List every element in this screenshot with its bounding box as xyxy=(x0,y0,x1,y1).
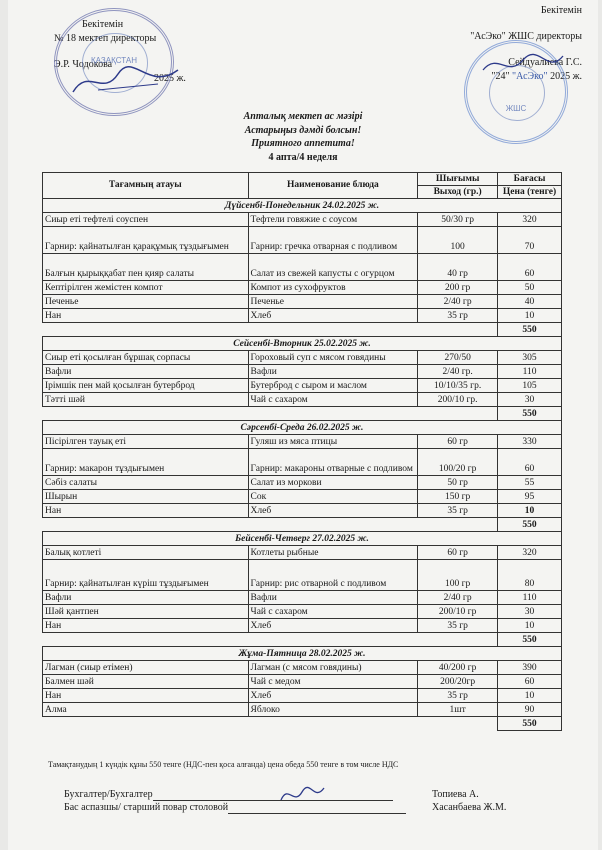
dish-name-kz: Сиыр еті қосылған бұршақ сорпасы xyxy=(43,351,249,365)
price-footnote: Тамақтанудың 1 күндік құны 550 тенге (НДС-пен қоса алғанда) цена обеда 550 тенге в том числе НДС xyxy=(48,760,399,769)
table-row xyxy=(43,476,562,490)
dish-name-kz: Нан xyxy=(43,689,249,703)
dish-price: 320 xyxy=(498,213,562,227)
dish-name-kz: Сәбіз салаты xyxy=(43,476,249,490)
col-header-yield: Шығымы xyxy=(418,173,498,186)
dish-name-ru: Гарнир: рис отварной с подливом xyxy=(248,560,418,591)
dish-yield: 10/10/35 гр. xyxy=(418,379,498,393)
table-row xyxy=(43,504,562,518)
day-total: 550 xyxy=(498,633,562,647)
footer-names xyxy=(432,788,506,814)
dish-name-ru: Хлеб xyxy=(248,309,418,323)
table-row xyxy=(43,213,562,227)
dish-yield: 2/40 гр xyxy=(418,295,498,309)
document-page xyxy=(8,0,598,850)
dish-name-kz: Сиыр еті тефтелі соуспен xyxy=(43,213,249,227)
day-title: Сәрсенбі-Среда 26.02.2025 ж. xyxy=(43,421,562,435)
day-title: Жұма-Пятница 28.02.2025 ж. xyxy=(43,647,562,661)
dish-name-ru: Чай с медом xyxy=(248,675,418,689)
dish-price: 110 xyxy=(498,365,562,379)
dish-yield: 100/20 гр xyxy=(418,449,498,476)
dish-price: 40 xyxy=(498,295,562,309)
dish-name-ru: Гороховый суп с мясом говядины xyxy=(248,351,418,365)
dish-yield: 35 гр xyxy=(418,689,498,703)
dish-price: 70 xyxy=(498,227,562,254)
dish-yield: 200 гр xyxy=(418,281,498,295)
col-header-ru: Наименование блюда xyxy=(248,173,418,199)
dish-yield: 50 гр xyxy=(418,476,498,490)
day-total-row xyxy=(43,633,562,647)
approval-right-position: "АсЭко" ЖШС директоры xyxy=(470,31,582,42)
dish-yield: 35 гр xyxy=(418,309,498,323)
dish-name-kz: Балмен шәй xyxy=(43,675,249,689)
table-row xyxy=(43,351,562,365)
approval-left-position: № 18 мектеп директоры xyxy=(54,33,157,44)
accountant-name: Топиева А. xyxy=(432,789,479,800)
total-spacer xyxy=(43,633,498,647)
table-row xyxy=(43,605,562,619)
dish-name-ru: Хлеб xyxy=(248,689,418,703)
day-header-row xyxy=(43,337,562,351)
table-row xyxy=(43,435,562,449)
dish-name-kz: Ірімшік пен май қосылған бутерброд xyxy=(43,379,249,393)
dish-yield: 100 xyxy=(418,227,498,254)
dish-name-kz: Тәтті шәй xyxy=(43,393,249,407)
table-row xyxy=(43,295,562,309)
day-total-row xyxy=(43,717,562,731)
col-header-price: Бағасы xyxy=(498,173,562,186)
approval-right-name: Сейдуалиева Г.С. xyxy=(508,57,582,68)
dish-yield: 100 гр xyxy=(418,560,498,591)
day-total-row xyxy=(43,323,562,337)
dish-yield: 2/40 гр xyxy=(418,591,498,605)
day-header-row xyxy=(43,199,562,213)
dish-price: 60 xyxy=(498,675,562,689)
dish-name-ru: Котлеты рыбные xyxy=(248,546,418,560)
table-row xyxy=(43,393,562,407)
col-subheader-price: Цена (тенге) xyxy=(498,186,562,199)
dish-yield: 1шт xyxy=(418,703,498,717)
total-spacer xyxy=(43,518,498,532)
dish-price: 305 xyxy=(498,351,562,365)
dish-yield: 35 гр xyxy=(418,619,498,633)
dish-price: 50 xyxy=(498,281,562,295)
table-row xyxy=(43,619,562,633)
dish-name-ru: Компот из сухофруктов xyxy=(248,281,418,295)
dish-name-kz: Лагман (сиыр етімен) xyxy=(43,661,249,675)
chef-name: Хасанбаева Ж.М. xyxy=(432,802,507,813)
menu-title xyxy=(8,110,598,164)
dish-name-kz: Вафли xyxy=(43,591,249,605)
table-row xyxy=(43,490,562,504)
day-title: Сейсенбі-Вторник 25.02.2025 ж. xyxy=(43,337,562,351)
dish-yield: 50/30 гр xyxy=(418,213,498,227)
day-total: 550 xyxy=(498,407,562,421)
approval-right-stamp-word: "АсЭко" xyxy=(512,71,548,82)
dish-name-kz: Пісірілген тауық еті xyxy=(43,435,249,449)
dish-name-ru: Сок xyxy=(248,490,418,504)
dish-name-ru: Хлеб xyxy=(248,619,418,633)
table-row xyxy=(43,703,562,717)
day-total: 550 xyxy=(498,323,562,337)
table-row xyxy=(43,689,562,703)
table-row xyxy=(43,309,562,323)
chef-label: Бас аспазшы/ старший повар столовой xyxy=(64,802,229,813)
dish-name-ru: Печенье xyxy=(248,295,418,309)
left-signature xyxy=(68,62,188,102)
dish-name-kz: Печенье xyxy=(43,295,249,309)
table-row xyxy=(43,449,562,476)
table-header-row xyxy=(43,173,562,186)
col-subheader-yield: Выход (гр.) xyxy=(418,186,498,199)
right-signature xyxy=(478,50,568,80)
company-stamp-text: ЖШС xyxy=(505,103,527,113)
footer-signatures xyxy=(64,788,406,814)
dish-price: 110 xyxy=(498,591,562,605)
dish-yield: 40/200 гр xyxy=(418,661,498,675)
day-total: 550 xyxy=(498,717,562,731)
approval-left-date: 2025 ж. xyxy=(154,73,186,84)
total-spacer xyxy=(43,407,498,421)
table-row xyxy=(43,560,562,591)
dish-name-kz: Вафли xyxy=(43,365,249,379)
dish-name-kz: Алма xyxy=(43,703,249,717)
title-line-2: Астарыңыз дәмді болсын! xyxy=(244,124,362,136)
dish-price: 10 xyxy=(498,309,562,323)
day-title: Дүйсенбі-Понедельник 24.02.2025 ж. xyxy=(43,199,562,213)
dish-price: 60 xyxy=(498,449,562,476)
dish-price: 60 xyxy=(498,254,562,281)
table-row xyxy=(43,546,562,560)
dish-yield: 2/40 гр. xyxy=(418,365,498,379)
dish-price: 30 xyxy=(498,605,562,619)
day-header-row xyxy=(43,421,562,435)
dish-price: 105 xyxy=(498,379,562,393)
dish-name-kz: Нан xyxy=(43,309,249,323)
dish-yield: 270/50 xyxy=(418,351,498,365)
total-spacer xyxy=(43,323,498,337)
accountant-label: Бухгалтер/Бухгалтер xyxy=(64,789,153,800)
dish-price: 30 xyxy=(498,393,562,407)
table-row xyxy=(43,675,562,689)
dish-price: 320 xyxy=(498,546,562,560)
dish-name-kz: Балғын қырыққабат пен қияр салаты xyxy=(43,254,249,281)
dish-yield: 200/10 гр. xyxy=(418,393,498,407)
dish-price: 330 xyxy=(498,435,562,449)
title-line-1: Апталық мектеп ас мәзірі xyxy=(243,111,363,122)
dish-name-ru: Вафли xyxy=(248,591,418,605)
day-total-row xyxy=(43,518,562,532)
dish-name-ru: Бутерброд с сыром и маслом xyxy=(248,379,418,393)
table-row xyxy=(43,254,562,281)
dish-price: 390 xyxy=(498,661,562,675)
dish-price: 90 xyxy=(498,703,562,717)
dish-name-ru: Гуляш из мяса птицы xyxy=(248,435,418,449)
dish-yield: 200/10 гр xyxy=(418,605,498,619)
approval-left-name: Э.Р. Чодокова xyxy=(54,59,113,70)
dish-name-kz: Шырын xyxy=(43,490,249,504)
chef-signature xyxy=(278,782,328,808)
dish-name-ru: Яблоко xyxy=(248,703,418,717)
approval-right-date: 2025 ж. xyxy=(550,71,582,82)
approval-right-day: "24" xyxy=(491,71,510,82)
approval-right-title: Бекітемін xyxy=(540,5,582,16)
dish-name-kz: Кептірілген жемістен компот xyxy=(43,281,249,295)
approval-left-title: Бекітемін xyxy=(82,19,124,30)
dish-name-ru: Вафли xyxy=(248,365,418,379)
dish-name-ru: Чай с сахаром xyxy=(248,605,418,619)
dish-price: 55 xyxy=(498,476,562,490)
dish-yield: 60 гр xyxy=(418,546,498,560)
day-header-row xyxy=(43,647,562,661)
day-header-row xyxy=(43,532,562,546)
dish-yield: 150 гр xyxy=(418,490,498,504)
dish-price: 10 xyxy=(498,619,562,633)
dish-name-kz: Гарнир: қайнатылған қарақұмық тұздығымен xyxy=(43,227,249,254)
dish-name-kz: Шәй қантпен xyxy=(43,605,249,619)
table-row xyxy=(43,227,562,254)
day-title: Бейсенбі-Четверг 27.02.2025 ж. xyxy=(43,532,562,546)
dish-yield: 60 гр xyxy=(418,435,498,449)
day-total-row xyxy=(43,407,562,421)
school-stamp-text: ҚАЗАҚСТАН xyxy=(91,55,137,65)
dish-name-ru: Тефтели говяжие с соусом xyxy=(248,213,418,227)
dish-name-kz: Гарнир: қайнатылған күріш тұздығымен xyxy=(43,560,249,591)
dish-name-kz: Гарнир: макарон тұздығымен xyxy=(43,449,249,476)
dish-yield: 35 гр xyxy=(418,504,498,518)
table-row xyxy=(43,379,562,393)
dish-name-ru: Лагман (с мясом говядины) xyxy=(248,661,418,675)
dish-name-kz: Балық котлеті xyxy=(43,546,249,560)
dish-yield: 40 гр xyxy=(418,254,498,281)
table-row xyxy=(43,591,562,605)
dish-name-ru: Хлеб xyxy=(248,504,418,518)
day-total: 550 xyxy=(498,518,562,532)
dish-name-ru: Чай с сахаром xyxy=(248,393,418,407)
dish-yield: 200/20гр xyxy=(418,675,498,689)
dish-price: 80 xyxy=(498,560,562,591)
table-row xyxy=(43,365,562,379)
dish-name-kz: Нан xyxy=(43,619,249,633)
col-header-kz: Тағамның атауы xyxy=(43,173,249,199)
dish-name-ru: Гарнир: макароны отварные с подливом xyxy=(248,449,418,476)
table-row xyxy=(43,661,562,675)
menu-table xyxy=(42,172,562,731)
dish-name-kz: Нан xyxy=(43,504,249,518)
title-line-3: Приятного аппетита! xyxy=(251,138,355,149)
dish-name-ru: Салат из свежей капусты с огурцом xyxy=(248,254,418,281)
dish-price: 10 xyxy=(498,504,562,518)
dish-name-ru: Гарнир: гречка отварная с подливом xyxy=(248,227,418,254)
table-row xyxy=(43,281,562,295)
dish-price: 95 xyxy=(498,490,562,504)
total-spacer xyxy=(43,717,498,731)
title-week: 4 апта/4 неделя xyxy=(268,151,338,163)
dish-price: 10 xyxy=(498,689,562,703)
dish-name-ru: Салат из моркови xyxy=(248,476,418,490)
